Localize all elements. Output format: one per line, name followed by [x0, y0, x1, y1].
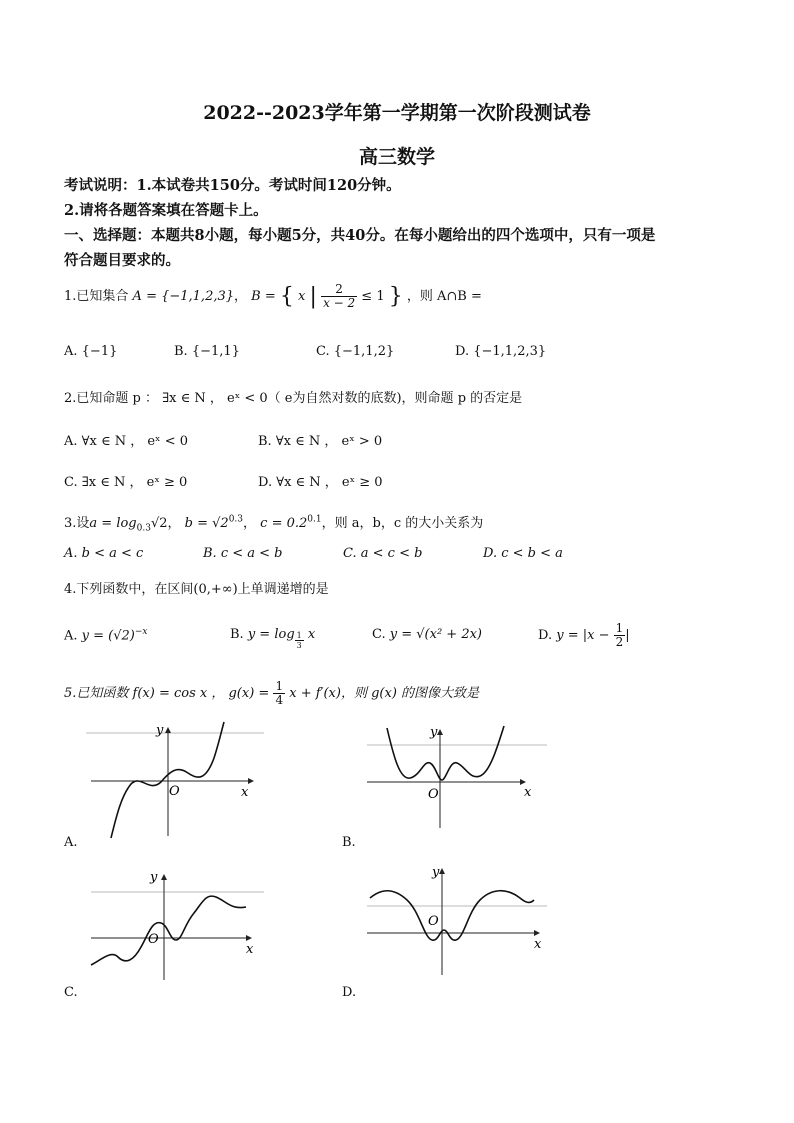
q1-option-a[interactable]: A. {−1}	[64, 344, 118, 359]
q1-option-d[interactable]: D. {−1,1,2,3}	[455, 344, 547, 359]
q1-condition: ≤ 1	[361, 289, 385, 304]
q3-option-b[interactable]: B. c < a < b	[203, 546, 283, 561]
question-5-stem: 5.已知函数 f(x) = cos x ， g(x) = $\frac{1}{4}$ x + f′(x)，则 g(x) 的图像大致是	[64, 679, 480, 707]
graph-b-curve	[387, 726, 504, 780]
q1-set-b-lhs: B =	[251, 289, 276, 304]
q2-option-d[interactable]: D. ∀x ∈ N ， eˣ ≥ 0	[258, 475, 383, 490]
q3-suffix: ，则 a，b，c 的大小关系为	[321, 516, 484, 531]
graph-c-y-arrow	[161, 874, 167, 880]
graph-b[interactable]	[362, 718, 552, 843]
q3-b-expr: b = √2	[184, 516, 229, 531]
graph-d-origin: O	[428, 914, 439, 929]
graph-a-x-arrow	[248, 778, 254, 784]
q4-option-d[interactable]: D. y = |x − $\frac{1}{2}$ |	[538, 621, 630, 649]
graph-b-x-label: x	[524, 785, 532, 800]
graph-c-label: C.	[64, 985, 78, 1000]
graph-c-x-label: x	[246, 942, 254, 957]
q1-fraction: $\frac{2}{x - 2}$	[323, 282, 356, 310]
q1-option-c[interactable]: C. {−1,1,2}	[316, 344, 395, 359]
section-heading-2: 符合题目要求的。	[64, 252, 180, 269]
q3-b-exp: 0.3	[228, 514, 244, 525]
q1-left-brace: {	[279, 284, 294, 309]
graph-a[interactable]	[86, 718, 266, 843]
q3-c-exp: 0.1	[307, 514, 322, 525]
graph-a-x-label: x	[241, 785, 249, 800]
graph-d-y-label: y	[432, 865, 440, 880]
q1-set-a: A = {−1,1,2,3}	[132, 289, 235, 304]
question-2-stem: 2.已知命题 p ： ∃x ∈ N ， eˣ < 0（ e为自然对数的底数)，则命题 p 的否定是	[64, 391, 523, 406]
question-4-stem: 4.下列函数中，在区间(0,+∞)上单调递增的是	[64, 582, 329, 597]
section-heading-1: 一、选择题：本题共8小题，每小题5分，共40分。在每小题给出的四个选项中，只有一项是	[64, 227, 656, 244]
graph-a-y-arrow	[165, 727, 171, 733]
graph-d-label: D.	[342, 985, 357, 1000]
graph-c-origin: O	[148, 932, 159, 947]
q3-a-expr: a = log	[89, 516, 137, 531]
q4-option-a[interactable]: A. $y = (√2)^{-x}$	[64, 627, 148, 644]
graph-c-y-label: y	[150, 870, 158, 885]
q3-option-a[interactable]: A. b < a < c	[64, 546, 144, 561]
graph-a-label: A.	[64, 835, 78, 850]
graph-b-label: B.	[342, 835, 356, 850]
q1-option-b[interactable]: B. {−1,1}	[174, 344, 240, 359]
graph-d[interactable]	[362, 860, 552, 985]
q3-a-arg: √2	[150, 516, 168, 531]
graph-d-x-label: x	[534, 937, 542, 952]
q3-option-d[interactable]: D. c < b < a	[483, 546, 563, 561]
q3-c-expr: c = 0.2	[260, 516, 308, 531]
graph-d-x-arrow	[534, 930, 540, 936]
graph-c[interactable]	[86, 865, 266, 985]
graph-b-origin: O	[428, 787, 439, 802]
graph-c-x-arrow	[246, 935, 252, 941]
q4-option-c[interactable]: C. y = √(x² + 2x)	[372, 627, 482, 642]
q2-option-c[interactable]: C. ∃x ∈ N ， eˣ ≥ 0	[64, 475, 188, 490]
graph-a-origin: O	[169, 784, 180, 799]
q1-suffix: ，则 A∩B =	[406, 289, 482, 304]
exam-subtitle: 高三数学	[358, 146, 435, 168]
q1-set-b-var: x	[298, 289, 306, 304]
graph-b-y-arrow	[437, 729, 443, 735]
q3-prefix: 3.设	[64, 516, 90, 531]
instruction-line-2: 2.请将各题答案填在答题卡上。	[64, 202, 268, 219]
q3-a-base: 0.3	[136, 523, 151, 534]
q4-option-b[interactable]: B. y = log $\frac{1}{3}$ x	[230, 627, 316, 650]
q1-right-brace: }	[388, 284, 403, 309]
graph-c-curve	[91, 896, 246, 965]
question-3-stem: 3.设$a = \log_{0.3}√2$， $b = √2^{0.3}$， $c = 0.2^{0.1}$，则 a，b，c 的大小关系为	[64, 514, 484, 534]
instruction-line-1: 考试说明：1.本试卷共150分。考试时间120分钟。	[64, 177, 401, 194]
graph-d-y-arrow	[439, 868, 445, 874]
exam-title: 2022--2023学年第一学期第一次阶段测试卷	[203, 102, 591, 124]
q3-option-c[interactable]: C. a < c < b	[343, 546, 423, 561]
question-1-stem: 1.已知集合 A = {−1,1,2,3}， B = { x | $\frac{2}{x - 2}$ ≤ 1 } ，则 A∩B =	[64, 282, 482, 310]
graph-b-y-label: y	[430, 725, 438, 740]
q1-prefix: 1.已知集合	[64, 289, 129, 304]
q2-option-a[interactable]: A. ∀x ∈ N ， eˣ < 0	[64, 434, 188, 449]
graph-a-y-label: y	[156, 723, 164, 738]
q2-option-b[interactable]: B. ∀x ∈ N ， eˣ > 0	[258, 434, 383, 449]
q1-bar: |	[309, 284, 317, 309]
